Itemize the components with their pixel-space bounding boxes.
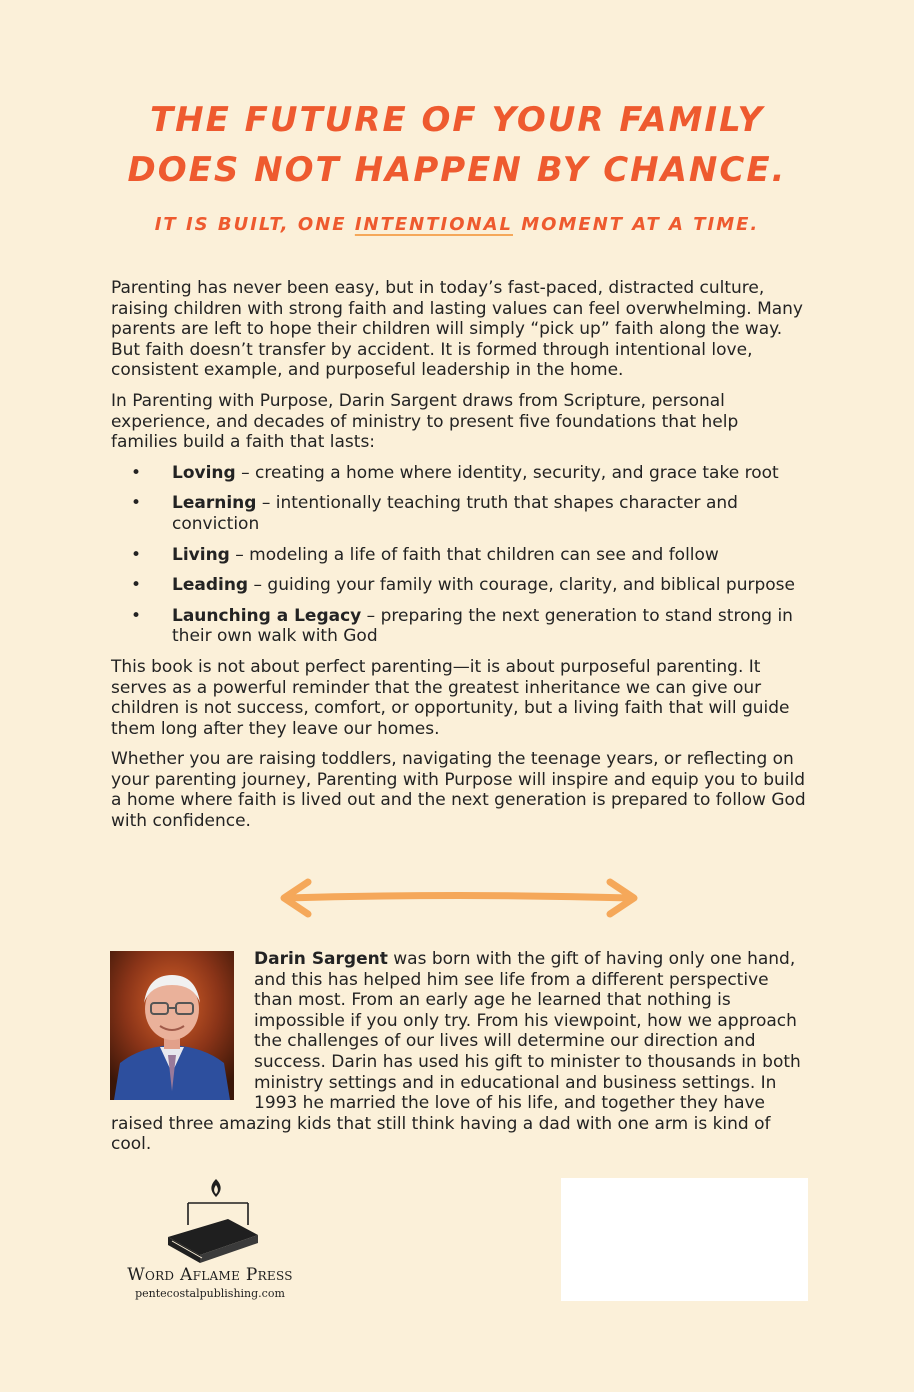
- foundation-item: [111, 463, 806, 484]
- foundation-desc: – intentionally teaching truth that shapes character and conviction: [172, 493, 738, 534]
- foundation-term: Learning: [172, 493, 257, 514]
- bullet-icon: •: [131, 575, 142, 596]
- foundation-item: [111, 575, 806, 596]
- foundation-desc: – guiding your family with courage, clarity, and biblical purpose: [248, 575, 795, 596]
- headline-line-2: DOES NOT HAPPEN BY CHANCE.: [127, 150, 787, 190]
- publisher-url[interactable]: pentecostalpublishing.com: [135, 1287, 285, 1300]
- photo-spacer: [111, 949, 254, 1103]
- foundation-term: Living: [172, 544, 230, 565]
- bullet-icon: •: [131, 462, 142, 483]
- publisher-block: [110, 1175, 310, 1305]
- description-paragraph-4: Whether you are raising toddlers, navigating the teenage years, or reflecting on your parenting journey, Parenting with Purpose will inspire and equip you to build a home where faith is lived out and the next generation is prepared to follow God with confidence.: [111, 749, 806, 832]
- foundation-term: Loving: [172, 462, 236, 483]
- bullet-icon: •: [131, 493, 142, 514]
- foundation-item: [111, 545, 806, 566]
- foundation-desc: – modeling a life of faith that children can see and follow: [229, 544, 719, 565]
- foundation-term: Launching a Legacy: [172, 605, 362, 626]
- headline-line-1: THE FUTURE OF YOUR FAMILY: [149, 100, 765, 140]
- tagline-after: MOMENT AT A TIME.: [513, 214, 760, 235]
- foundation-desc: – preparing the next generation to stand strong in their own walk with God: [172, 605, 793, 647]
- description-paragraph-3: This book is not about perfect parenting—it is about purposeful parenting. It serves as a powerful reminder that the greatest inheritance we can give our children is not success, comfort, or opportunity, but a living faith that will guide them long after they leave our homes.: [111, 656, 790, 739]
- author-name: Darin Sargent: [254, 949, 388, 969]
- foundation-item: [111, 493, 806, 534]
- tagline-before: IT IS BUILT, ONE: [154, 214, 355, 235]
- publisher-name: Word Aflame Press: [127, 1265, 293, 1285]
- barcode-area: [561, 1178, 808, 1301]
- foundation-item: [111, 606, 806, 647]
- foundation-term: Leading: [172, 575, 249, 596]
- flame-book-logo: [110, 1175, 310, 1267]
- bullet-icon: •: [131, 605, 142, 626]
- tagline: [0, 214, 914, 235]
- foundation-desc: – creating a home where identity, security, and grace take root: [235, 462, 779, 483]
- description-paragraph-2: In Parenting with Purpose, Darin Sargent draws from Scripture, personal experience, and decades of ministry to present five foundations that help families build a faith that lasts:: [111, 390, 739, 453]
- tagline-highlight: INTENTIONAL: [354, 214, 513, 235]
- description-paragraph-1: Parenting has never been easy, but in today’s fast-paced, distracted culture, raising children with strong faith and lasting values can feel overwhelming. Many parents are left to hope their children will simply “pick up” faith along the way. But faith doesn’t transfer by accident. It is formed through intentional love, consistent example, and purposeful leadership in the home.: [111, 278, 803, 381]
- book-description: [111, 278, 806, 842]
- double-arrow-icon: [278, 876, 640, 920]
- bullet-icon: •: [131, 544, 142, 565]
- author-bio: [111, 949, 806, 1155]
- author-bio-text: was born with the gift of having only one hand, and this has helped him see life from a different perspective than most. From an early age he learned that nothing is impossible if you only try. From his viewpoint, how we approach the challenges of our lives will determine our direction and success. Darin has used his gift to minister to thousands in both ministry settings and in educational and business settings. In 1993 he married the love of his life, and together they have raised three amazing kids that still think having a dad with one arm is kind of cool.: [111, 949, 801, 1155]
- foundations-list: [111, 463, 806, 647]
